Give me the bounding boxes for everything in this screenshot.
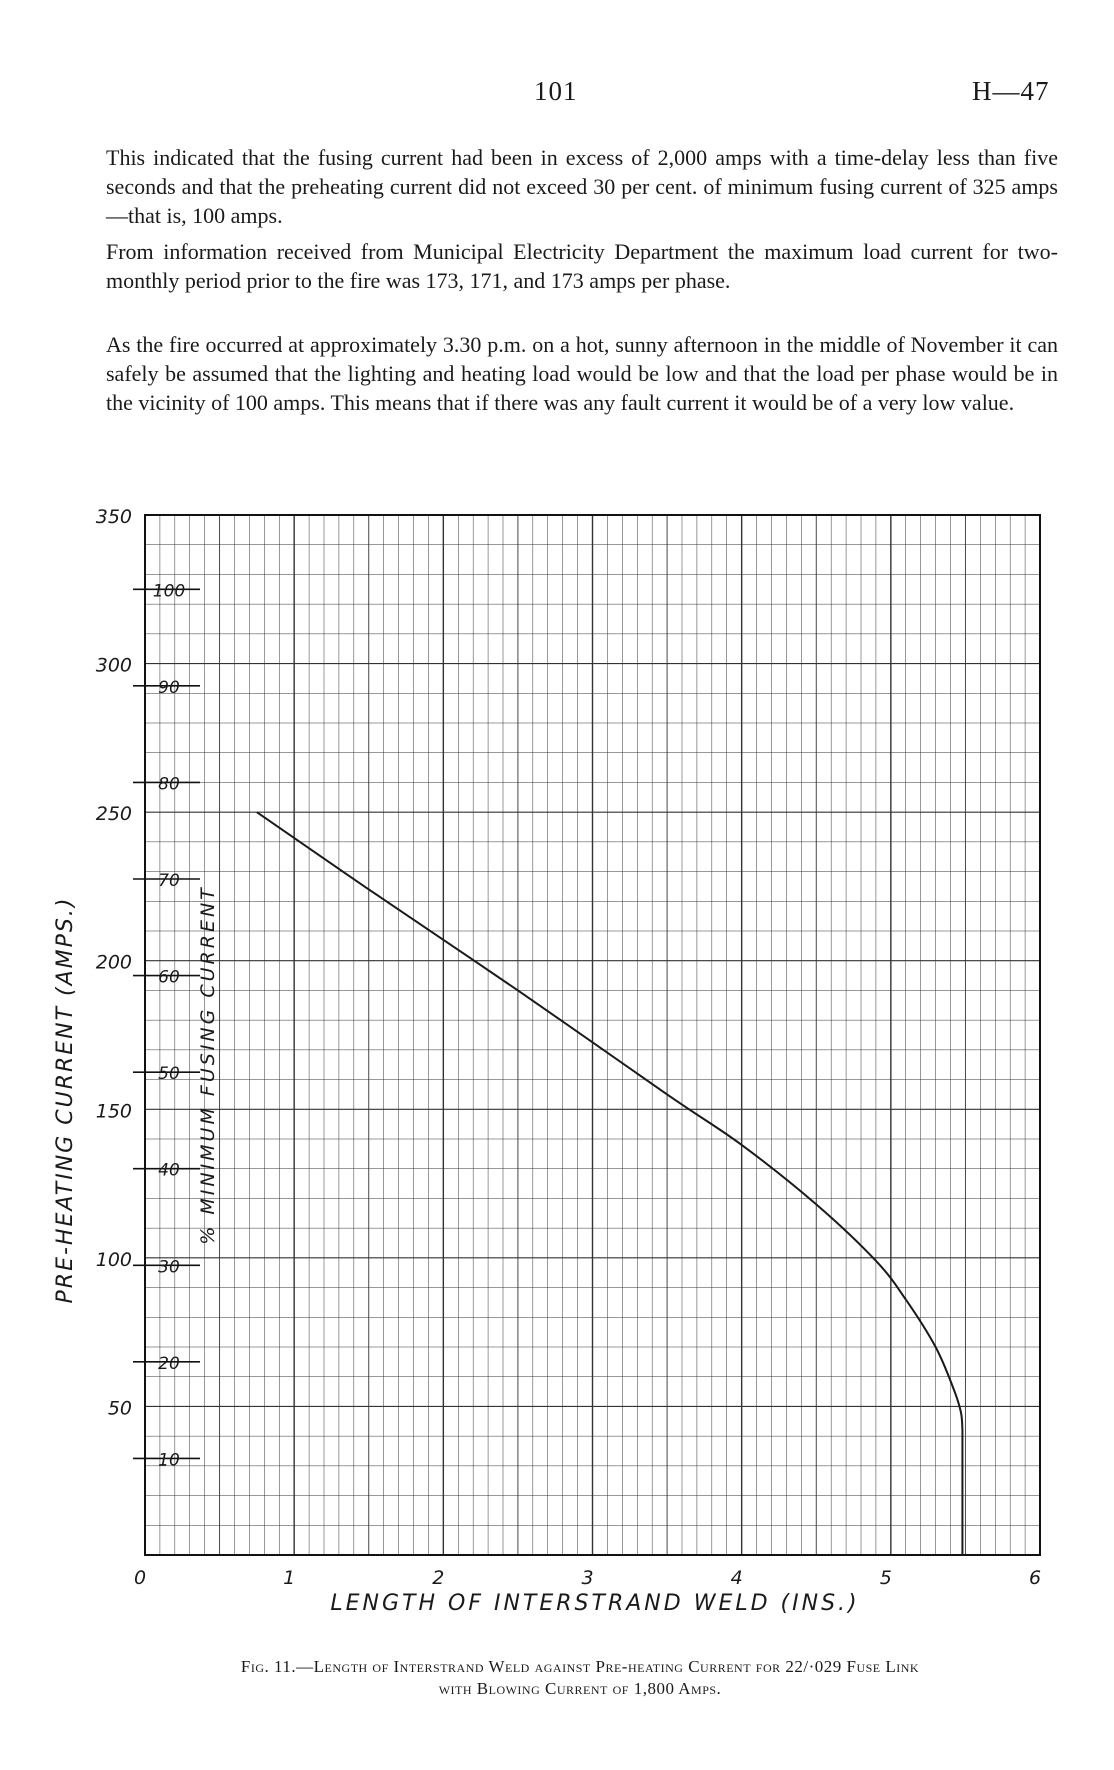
secondary-tick-label: 60: [158, 967, 180, 988]
chart-grid: [145, 515, 1040, 1555]
paragraph-1: This indicated that the fusing current had been in excess of 2,000 amps with a time-delay less than five seconds and that the preheating current did not exceed 30 per cent. of minimum fusing current of 325 amps—that is, 100 amps.: [106, 145, 1058, 228]
paragraph-2: From information received from Municipal Electricity Department the maximum load current for two-monthly period prior to the fire was 173, 171, and 173 amps per phase.: [106, 239, 1058, 293]
x-tick-label: 3: [581, 1567, 594, 1589]
series-line: [257, 812, 963, 1555]
x-axis-ticks: [134, 1567, 1041, 1589]
y-tick-label: 150: [95, 1100, 132, 1123]
y-axis-ticks: [96, 506, 132, 1419]
secondary-tick-label: 90: [158, 677, 180, 698]
secondary-tick-label: 20: [158, 1353, 180, 1374]
secondary-tick-label: 50: [158, 1064, 180, 1085]
caption-line-1: Fig. 11.—Length of Interstrand Weld against Pre-heating Current for 22/·029 Fuse Link: [240, 1657, 920, 1676]
secondary-tick-label: 100: [152, 581, 186, 602]
secondary-tick-label: 70: [158, 871, 180, 891]
secondary-tick-label: 40: [158, 1160, 180, 1181]
y-tick-label: 300: [95, 654, 132, 677]
y-tick-label: 100: [95, 1248, 132, 1271]
x-tick-label: 5: [879, 1567, 892, 1589]
x-tick-label: 4: [730, 1567, 743, 1589]
x-tick-label: 0: [133, 1567, 147, 1589]
document-reference: H—47: [972, 76, 1050, 106]
x-tick-label: 2: [432, 1567, 445, 1589]
y-tick-label: 350: [95, 506, 132, 528]
y-tick-label: 250: [95, 803, 132, 826]
y-axis-label: PRE-HEATING CURRENT (AMPS.): [53, 896, 78, 1304]
x-tick-label: 1: [283, 1567, 296, 1589]
secondary-tick-label: 80: [158, 774, 180, 795]
x-axis-label: LENGTH OF INTERSTRAND WELD (INS.): [330, 1591, 860, 1616]
paragraph-3: As the fire occurred at approximately 3.30 p.m. on a hot, sunny afternoon in the middle of November it can safely be assumed that the lighting and heating load would be low and that the load per phase would be in the vicinity of 100 amps. This means that if there was any fault current it would be of a very low value.: [106, 332, 1058, 415]
y-tick-label: 200: [95, 951, 132, 974]
y-tick-label: 50: [107, 1397, 132, 1420]
x-tick-label: 6: [1028, 1567, 1042, 1589]
secondary-tick-label: 30: [158, 1257, 180, 1278]
page-number: 101: [534, 76, 578, 106]
chart: [0, 495, 1114, 1655]
figure-caption: [100, 1656, 1060, 1700]
caption-line-2: with Blowing Current of 1,800 Amps.: [438, 1679, 722, 1698]
secondary-tick-label: 10: [158, 1450, 180, 1471]
secondary-axis-label: % MINIMUM FUSING CURRENT: [197, 885, 219, 1245]
